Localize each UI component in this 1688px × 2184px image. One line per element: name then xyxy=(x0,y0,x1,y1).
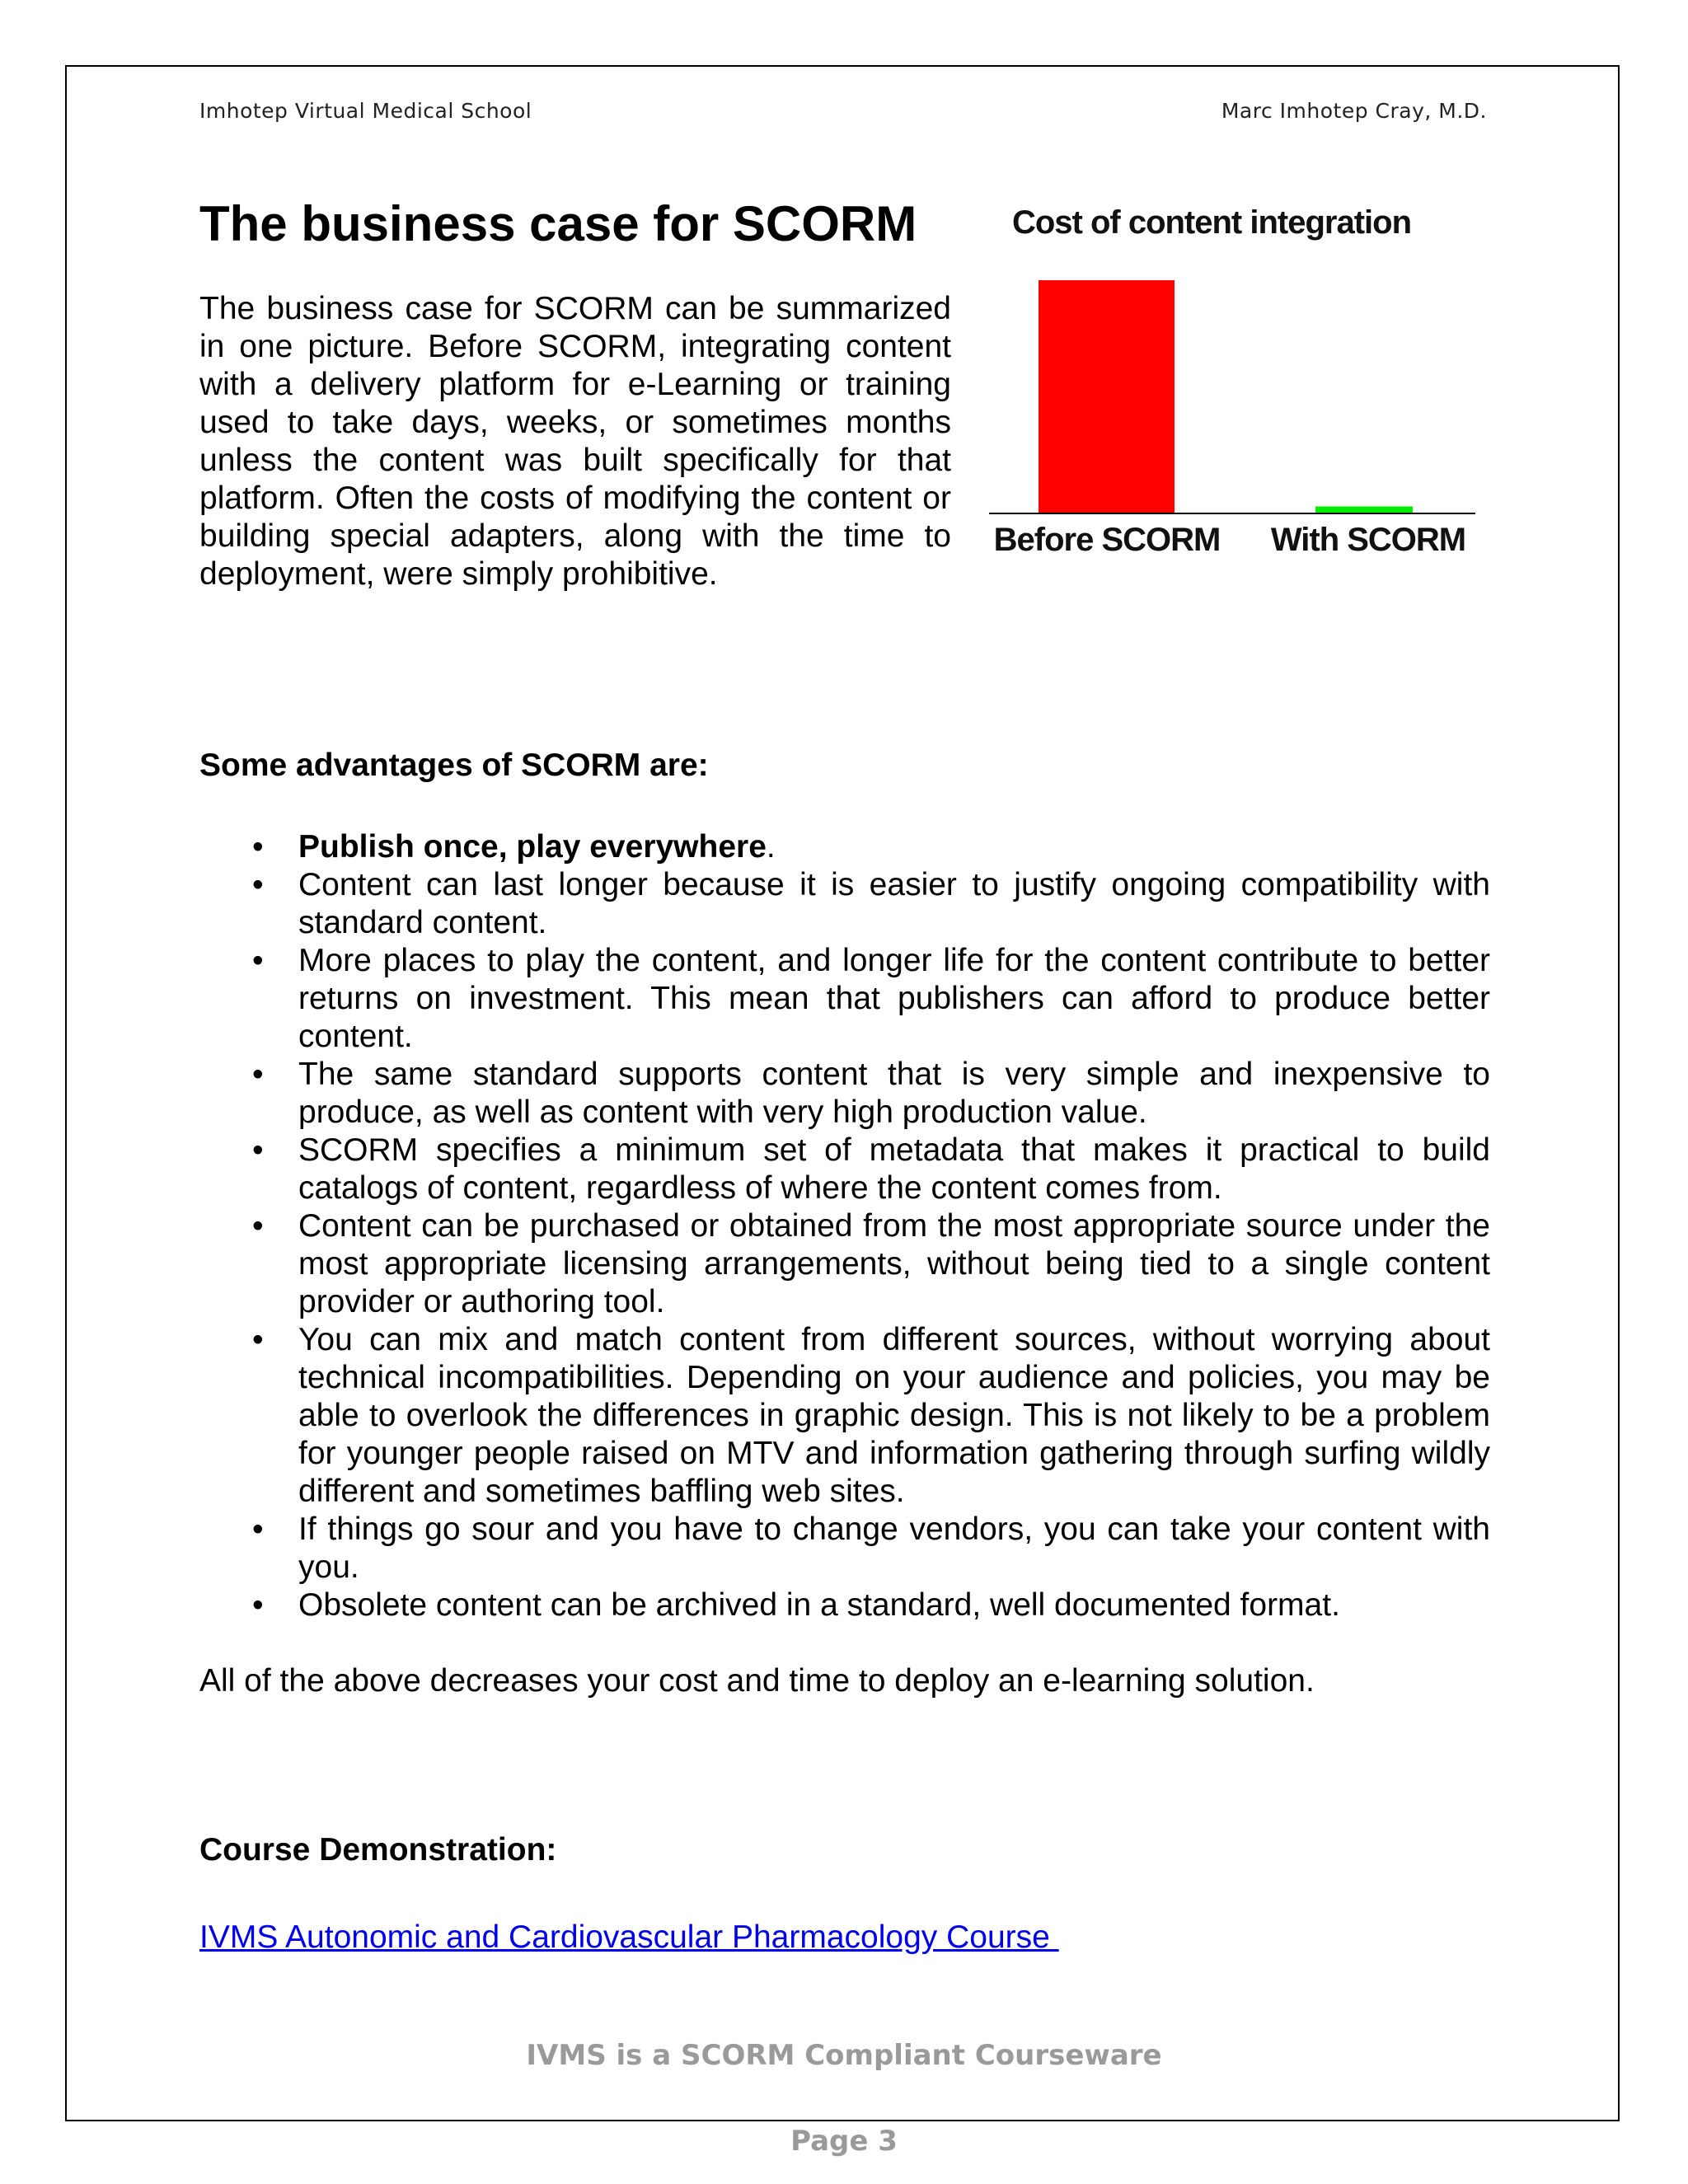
page-number: Page 3 xyxy=(790,2125,898,2158)
chart-category-label: Before SCORM xyxy=(993,522,1221,558)
advantage-item-text: The same standard supports content that is very simple and inexpensive to produce, as well as content with very high production value. xyxy=(298,1057,1490,1130)
bullet-icon: • xyxy=(252,867,264,902)
intro-paragraph: The business case for SCORM can be summarized in one picture. Before SCORM, integrating content with a delivery platform for e-Learning or training used to take days, weeks, or sometimes months unless the content was built specifically for that platform. Often the costs of modifying the content or building special adapters, along with the time to deployment, were simply prohibitive. xyxy=(199,291,951,592)
advantage-item xyxy=(199,1321,1490,1511)
advantages-list xyxy=(199,828,1490,1624)
chart-bar-with-scorm xyxy=(1315,507,1413,513)
bullet-icon: • xyxy=(252,1587,264,1623)
bullet-icon: • xyxy=(252,1057,264,1092)
advantage-item xyxy=(199,1132,1490,1207)
advantage-item-text: Content can be purchased or obtained from the most appropriate source under the most appropriate licensing arrangements, without being tied to a single content provider or authoring tool. xyxy=(298,1208,1490,1319)
advantage-item xyxy=(199,942,1490,1056)
footer-tagline: IVMS is a SCORM Compliant Courseware xyxy=(526,2039,1162,2072)
advantage-item-bold: Publish once, play everywhere xyxy=(298,829,767,865)
summary-paragraph: All of the above decreases your cost and time to deploy an e-learning solution. xyxy=(199,1663,1315,1699)
advantage-item xyxy=(199,1056,1490,1132)
advantage-item xyxy=(199,1586,1490,1624)
advantage-item xyxy=(199,1207,1490,1321)
bullet-icon: • xyxy=(252,1132,264,1168)
advantage-item-text: If things go sour and you have to change vendors, you can take your content with you. xyxy=(298,1511,1490,1585)
chart-bar-before-scorm xyxy=(1039,280,1175,513)
bullet-icon: • xyxy=(252,943,264,978)
advantage-item-text: . xyxy=(766,829,776,865)
chart-title: Cost of content integration xyxy=(1011,204,1412,241)
bullet-icon: • xyxy=(252,829,264,865)
advantage-item-text: Obsolete content can be archived in a standard, well documented format. xyxy=(298,1587,1340,1623)
advantage-item xyxy=(199,828,1490,866)
cost-integration-chart xyxy=(973,198,1484,577)
header-author: Marc Imhotep Cray, M.D. xyxy=(1221,99,1487,123)
advantages-heading: Some advantages of SCORM are: xyxy=(199,748,709,783)
course-demo-link[interactable]: IVMS Autonomic and Cardiovascular Pharmacology Course xyxy=(199,1919,1059,1955)
header-school-name: Imhotep Virtual Medical School xyxy=(199,99,532,123)
demo-heading: Course Demonstration: xyxy=(199,1832,557,1868)
bullet-icon: • xyxy=(252,1208,264,1244)
page-title: The business case for SCORM xyxy=(199,196,917,251)
advantage-item xyxy=(199,1511,1490,1586)
advantage-item-text: SCORM specifies a minimum set of metadata that makes it practical to build catalogs of content, regardless of where the content comes from. xyxy=(298,1132,1490,1206)
advantage-item-text: You can mix and match content from different sources, without worrying about technical incompatibilities. Depending on your audience and policies, you may be able to overlook the differences in graphic design. This is not likely to be a problem for younger people raised on MTV and information gathering through surfing wildly different and sometimes baffling web sites. xyxy=(298,1322,1490,1509)
chart-category-label: With SCORM xyxy=(1270,522,1466,558)
advantage-item-text: Content can last longer because it is easier to justify ongoing compatibility with standard content. xyxy=(298,867,1490,940)
bullet-icon: • xyxy=(252,1322,264,1357)
bullet-icon: • xyxy=(252,1511,264,1547)
advantage-item-text: More places to play the content, and longer life for the content contribute to better returns on investment. This mean that publishers can afford to produce better content. xyxy=(298,943,1490,1054)
advantage-item xyxy=(199,866,1490,942)
